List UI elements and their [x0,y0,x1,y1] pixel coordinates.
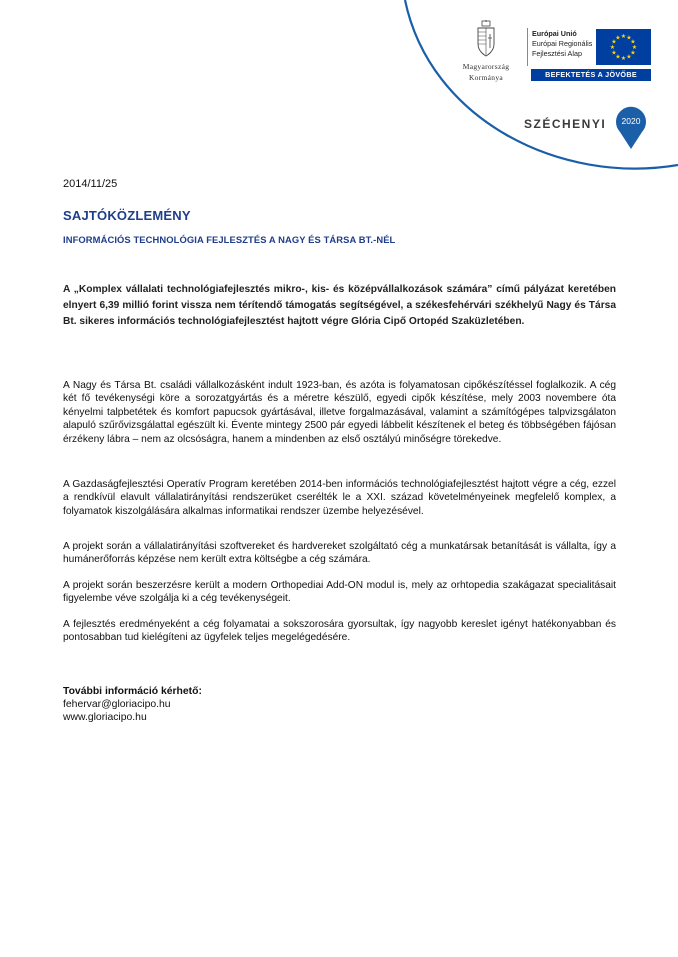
contact-title: További információ kérhető: [63,686,202,697]
body-paragraph-2: A Gazdaságfejlesztési Operatív Program keretében 2014-ben információs technológiafejlesztést hajtott végre a cég, ezzel a rendkívül elavult vállalatirányítási rendszerüket cserélték le a XXI. század követelményeinek megfelelő komplex, a folyamatok kiszolgálására alkalmas informatikai rendszer üzembe helyezésével. [63,479,616,517]
document-date: 2014/11/25 [63,178,118,190]
eu-star-icon: ★ [620,56,627,63]
eu-star-icon: ★ [631,45,638,52]
gov-name-line1: Magyarország [462,62,510,71]
eu-star-icon: ★ [615,54,621,61]
eu-star-icon: ★ [611,50,617,57]
eu-stars-icon [596,29,651,65]
body-paragraph-3: A projekt során a vállalatirányítási szoftvereket és hardvereket szolgáltató cég a munkatársak betanítását is vállalta, így a humánerőforrás képzése nem került extra költségbe a cég számára. [63,541,616,566]
eu-star-icon: ★ [609,45,616,52]
gov-name-line2: Kormánya [468,73,504,82]
document-subtitle: INFORMÁCIÓS TECHNOLÓGIA FEJLESZTÉS A NAGY ÉS TÁRSA BT.-NÉL [63,234,396,245]
lead-paragraph: A „Komplex vállalati technológiafejlesztés mikro-, kis- és középvállalkozások számára” című pályázat keretében elnyert 6,39 millió forint vissza nem térítendő támogatás segítségével, a székesfehérvári székhelyű Nagy és Társa Bt. sikeres információs technológiafejlesztést hajtott végre Glória Cipő Ortopéd Szaküzletében. [63,284,616,328]
hungarian-government-logo [452,20,520,88]
eu-star-icon: ★ [615,35,621,42]
document-title: SAJTÓKÖZLEMÉNY [63,208,191,223]
eu-fund-line1: Európai Regionális [532,39,593,48]
szechenyi-year: 2020 [621,116,641,126]
szechenyi-2020-pin-icon [615,104,647,150]
eu-star-icon: ★ [630,50,636,57]
eu-fund-text [532,29,594,59]
eu-star-icon: ★ [620,34,627,41]
body-paragraph-1: A Nagy és Társa Bt. családi vállalkozásként indult 1923-ban, és azóta is folyamatosan cipőkészítéssel foglalkozik. A cég két fő tevékenységi köre a sorozatgyártás és a méretre készülő, egyedi cipők készítése, mely 2003 novembere óta kényelmi talpbetétek és komfort papucsok gyártásával, illetve forgalmazásával, valamint a számítógépes talpvizsgálaton alapuló szűrővizsgálattal egészült ki. Évente mintegy 2500 pár egyedi lábbelit készítenek el beteg és többségében fájósan érzékeny lábra – nem az olcsóságra, hanem a mindenben az első osztályú minőségre törekedve. [63,380,616,445]
invest-slogan: BEFEKTETÉS A JÖVŐBE [531,69,651,81]
body-paragraph-5: A fejlesztés eredményeként a cég folyamatai a sokszorosára gyorsultak, így nagyobb kereslet igényt hatékonyabban és pontosabban tud kielégíteni az ügyfelek teljes megelégedésére. [63,619,616,644]
coat-of-arms-icon [475,20,497,60]
eu-star-icon: ★ [630,39,636,46]
eu-star-icon: ★ [611,39,617,46]
contact-website[interactable]: www.gloriacipo.hu [63,712,147,723]
eu-flag [596,29,651,65]
eu-divider [527,28,528,66]
eu-title: Európai Unió [532,29,577,38]
szechenyi-label: SZÉCHENYI [524,117,607,131]
eu-star-icon: ★ [626,54,632,61]
contact-email[interactable]: fehervar@gloriacipo.hu [63,699,171,710]
body-paragraph-4: A projekt során beszerzésre került a modern Orthopediai Add-ON modul is, mely az orhtopedia szakágazat specialitásait figyelembe véve szolgálja ki a cég tevékenységeit. [63,580,616,605]
eu-star-icon: ★ [626,35,632,42]
eu-fund-line2: Fejlesztési Alap [532,49,582,58]
